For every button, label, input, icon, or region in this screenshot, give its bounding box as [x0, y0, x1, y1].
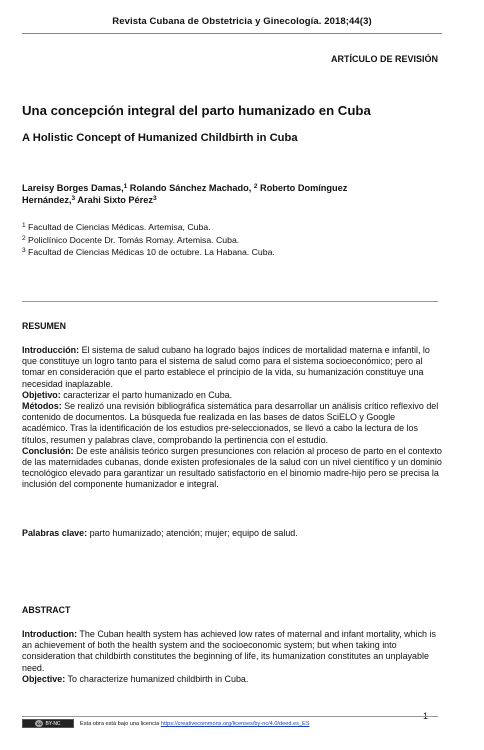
resumen-body: [22, 345, 442, 491]
affiliation-item: $^2$ Policlínico Docente Dr. Tomás Romay. Artemisa. Cuba.: [22, 234, 240, 245]
resumen-heading: RESUMEN: [22, 321, 66, 331]
license-notice: [80, 719, 309, 729]
resumen-conclusion: Conclusión: De este análisis teórico surgen presunciones con relación al proceso de parto en el contexto de las maternidades cubanas, donde existen profesionales de la salud con un nivel científico y un dominio tecnológico elevado para garantizar un resultado satisfactorio en el binomio madre-hijo pero se precisa la inclusión del componente humanizador e integral.: [22, 445, 442, 490]
abstract-heading: ABSTRACT: [22, 605, 71, 615]
title-english: A Holistic Concept of Humanized Childbirth in Cuba: [22, 132, 298, 144]
journal-header: Revista Cubana de Obstetricia y Ginecología. 2018;44(3): [112, 16, 372, 27]
author-2: Rolando Sánchez Machado,: [127, 183, 252, 193]
abstract-body: [22, 629, 442, 685]
author-3-cont: Hernández,: [22, 195, 72, 205]
resumen-introduction: Introducción: El sistema de salud cubano ha logrado bajos índices de mortalidad materna e infantil, lo que constituye un logro tanto para el sistema de salud como para el sistema socioeconómico; pero al tomar en consideración que el parto establece el principio de la vida, su humanización constituye una necesidad inaplazable.: [22, 345, 430, 389]
header-divider: [22, 33, 442, 34]
author-4: Arahi Sixto Pérez: [77, 195, 153, 205]
article-type: ARTÍCULO DE REVISIÓN: [330, 54, 438, 64]
author-4-affil: 3: [152, 195, 157, 202]
keywords-label: Palabras clave:: [22, 528, 88, 538]
keywords: [22, 528, 298, 538]
author-2-affil: 2: [253, 183, 258, 190]
affiliation-item: $^1$ Facultad de Ciencias Médicas. Artemisa, Cuba.: [22, 222, 211, 232]
license-text: Esta obra está bajo una licencia: [80, 721, 161, 727]
footer-divider: [22, 716, 438, 717]
author-1-affil: 1: [123, 183, 128, 190]
affiliation-item: $^3$ Facultad de Ciencias Médicas 10 de octubre. La Habana. Cuba.: [22, 247, 275, 257]
author-3: Roberto Domínguez: [257, 183, 348, 193]
section-divider: [22, 301, 438, 302]
cc-license-badge[interactable]: [22, 719, 74, 728]
page-number: 1: [422, 711, 428, 721]
badge-label: BY-NC: [45, 721, 61, 727]
creative-commons-icon: cc: [36, 721, 42, 726]
abstract-introduction: Introduction: The Cuban health system has achieved low rates of maternal and infant mortality, which is an achievement of both the health system and the socioeconomic system; but when taking into consideration that childbirth constitutes the beginning of life, its humanization constitutes an unplayable need.: [22, 629, 436, 673]
resumen-methods: Métodos: Se realizó una revisión bibliográfica sistemática para desarrollar un análisis crítico reflexivo del contenido de documentos. La búsqueda fue realizada en las bases de datos SciELO y Google académico. Tras la identificación de los estudios pre-seleccionados, se llevó a cabo la lectura de los títulos, resumen y palabras clave, comprobando la pertinencia con el estudio.: [22, 401, 439, 445]
author-3-affil: 3: [71, 195, 76, 202]
footer: [22, 719, 442, 729]
keywords-text: parto humanizado; atención; mujer; equipo de salud.: [87, 528, 298, 538]
author-1: Lareisy Borges Damas,: [22, 183, 124, 193]
license-link[interactable]: https://creativecommons.org/licenses/by-nc/4.0/deed.es_ES: [160, 721, 310, 727]
title-spanish: Una concepción integral del parto humanizado en Cuba: [22, 103, 371, 118]
resumen-objective: Objetivo: caracterizar el parto humanizado en Cuba.: [22, 389, 233, 400]
affiliations: [22, 221, 442, 259]
authors: [22, 182, 442, 206]
abstract-objective: Objective: To characterize humanized childbirth in Cuba.: [22, 673, 249, 684]
